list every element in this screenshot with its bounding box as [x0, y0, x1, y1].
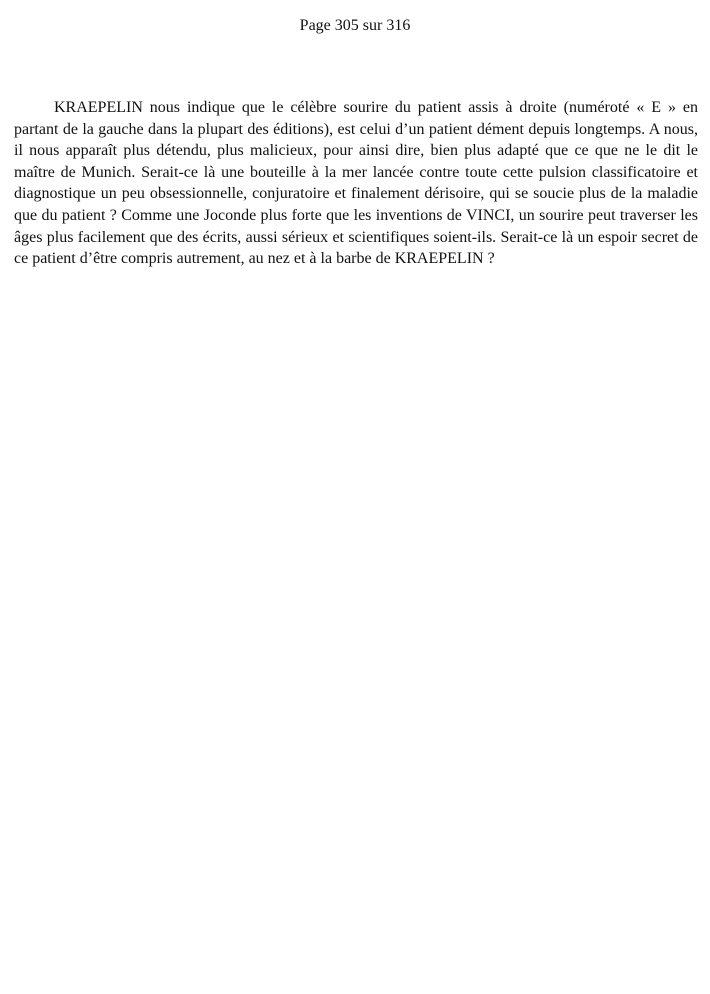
page-number-header: Page 305 sur 316 [299, 17, 411, 34]
body-paragraph: KRAEPELIN nous indique que le célèbre sourire du patient assis à droite (numéroté « E » en partant de la gauche dans la plupart des éditions), est celui d’un patient dément depuis longtemps. A nous, il nous apparaît plus détendu, plus malicieux, pour ainsi dire, bien plus adapté que ce que ne le dit le maître de Munich. Serait-ce là une bouteille à la mer lancée contre toute cette pulsion classificatoire et diagnostique un peu obsessionnelle, conjuratoire et finalement dérisoire, qui se soucie plus de la maladie que du patient ? Comme une Joconde plus forte que les inventions de VINCI, un sourire peut traverser les âges plus facilement que des écrits, aussi sérieux et scientifiques soient-ils. Serait-ce là un espoir secret de ce patient d’être compris autrement, au nez et à la barbe de KRAEPELIN ? [14, 99, 698, 268]
